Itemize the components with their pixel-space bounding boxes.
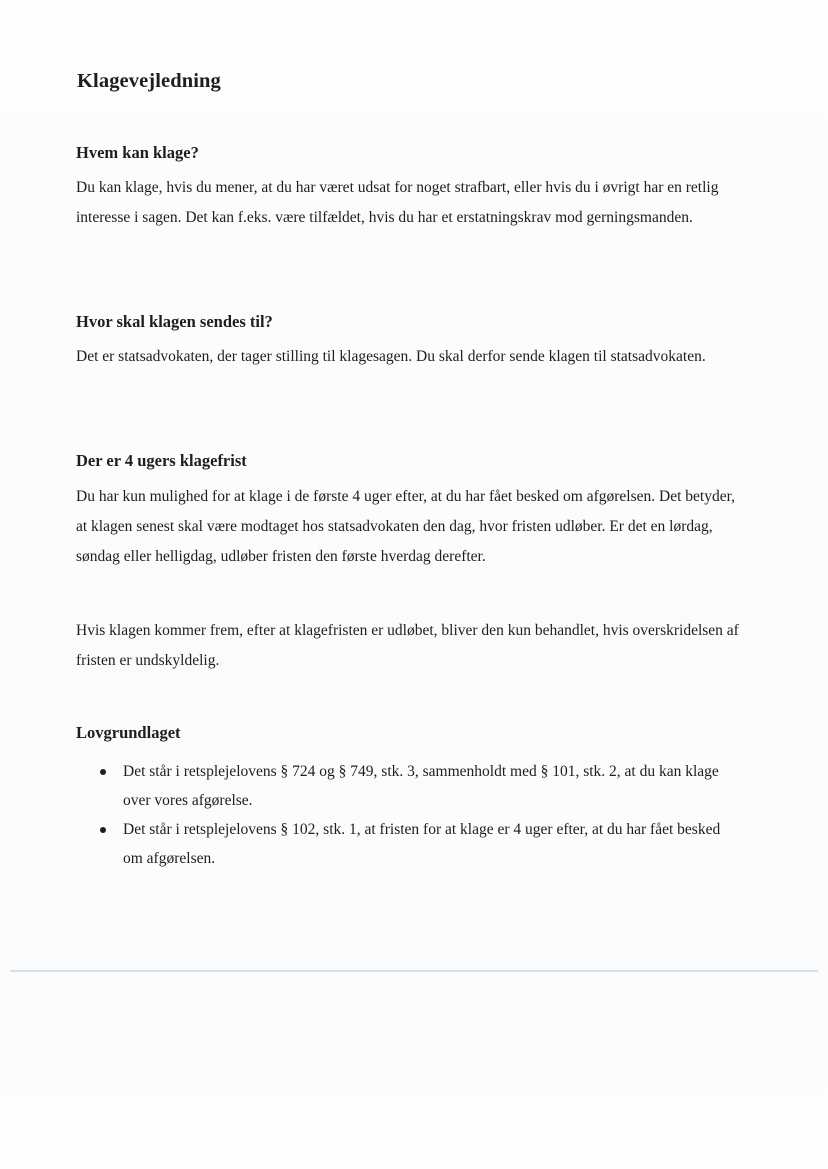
- list-item: [100, 815, 740, 873]
- paragraph-where-to-send: Det er statsadvokaten, der tager stilling til klagesagen. Du skal derfor sende klagen til statsadvokaten.: [76, 348, 706, 365]
- legal-basis-list: [100, 757, 740, 873]
- heading-legal-basis: Lovgrundlaget: [76, 723, 181, 742]
- heading-where-to-send: Hvor skal klagen sendes til?: [76, 312, 273, 331]
- page-title: Klagevejledning: [77, 70, 221, 92]
- list-item: [100, 757, 740, 815]
- heading-complaint-deadline: Der er 4 ugers klagefrist: [76, 451, 247, 470]
- scan-divider-line: [10, 970, 818, 972]
- heading-who-can-complain: Hvem kan klage?: [76, 143, 199, 162]
- paragraph-who-can-complain: Du kan klage, hvis du mener, at du har været udsat for noget strafbart, eller hvis du i øvrigt har en retlig interesse i sagen. Det kan f.eks. være tilfældet, hvis du har et erstatningskrav mod gerningsmanden.: [76, 179, 719, 226]
- list-item-text: Det står i retsplejelovens § 724 og § 749, stk. 3, sammenholdt med § 101, stk. 2, at du kan klage over vores afgørelse.: [123, 763, 719, 809]
- bullet-icon: [100, 827, 106, 833]
- list-item-text: Det står i retsplejelovens § 102, stk. 1, at fristen for at klage er 4 uger efter, at du har fået besked om afgørelsen.: [123, 821, 721, 867]
- bullet-icon: [100, 769, 106, 775]
- paragraph-complaint-deadline: Du har kun mulighed for at klage i de første 4 uger efter, at du har fået besked om afgørelsen. Det betyder, at klagen senest skal være modtaget hos statsadvokaten den dag, hvor fristen udløber. Er det en lørdag, søndag eller helligdag, udløber fristen den første hverdag derefter.: [76, 488, 735, 565]
- paragraph-late-complaint: Hvis klagen kommer frem, efter at klagefristen er udløbet, bliver den kun behandlet, hvis overskridelsen af fristen er undskyldelig.: [76, 622, 739, 669]
